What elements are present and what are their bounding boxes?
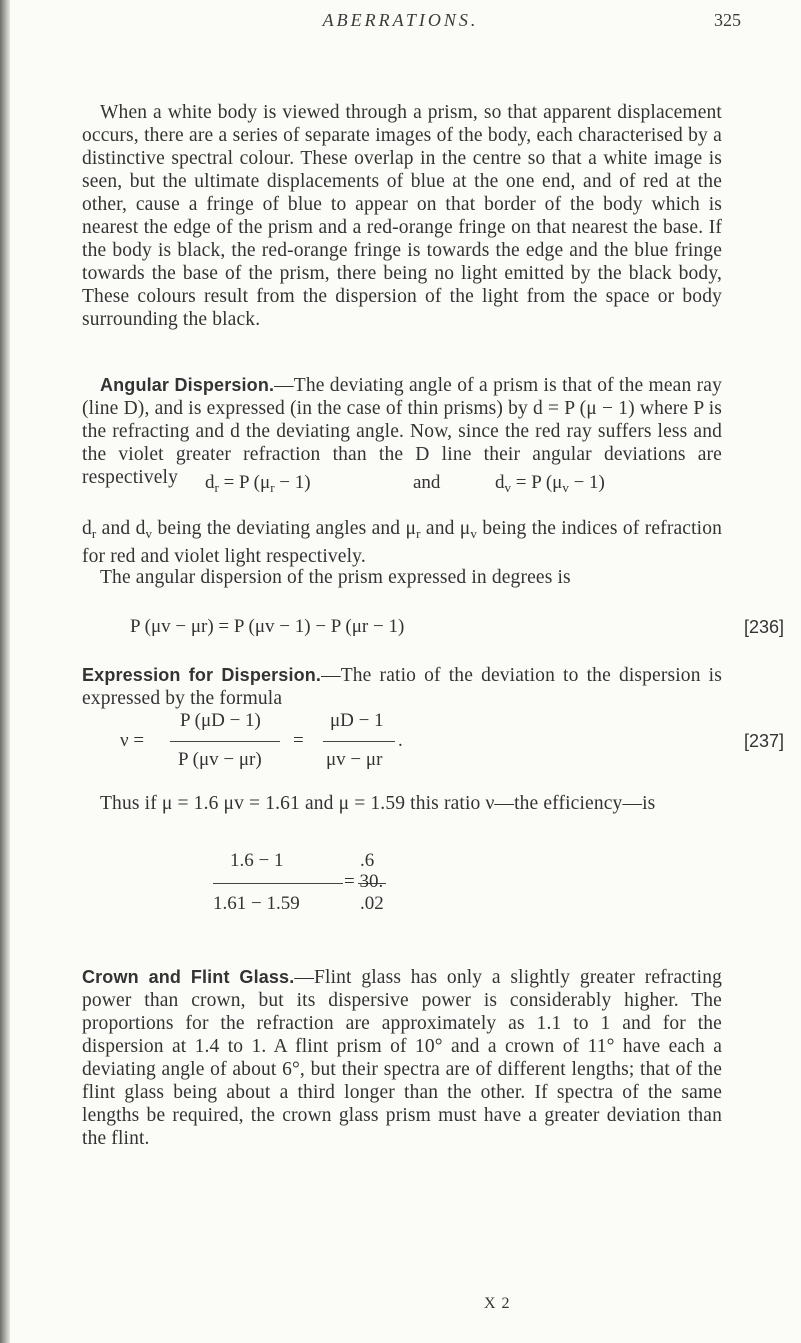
paragraph-angular-dispersion-degrees: The angular dispersion of the prism expressed in degrees is [100,567,571,588]
paragraph-expression-dispersion [82,664,722,710]
paragraph-crown-flint [82,966,722,1150]
heading-crown-flint: Crown and Flint Glass. [82,967,295,987]
equation-and: and [413,472,441,493]
equation-number-237: [237] [744,731,785,751]
page-number: 325 [714,10,741,30]
signature-mark: X 2 [484,1295,511,1312]
paragraph-efficiency: Thus if μ = 1.6 μv = 1.61 and μ = 1.59 this ratio ν—the efficiency—is [100,793,656,814]
equation-dr: $d_r = P$ $(\mu_r - 1)$ [205,472,311,495]
equation-number-236: [236] [744,617,785,637]
book-page: ABERRATIONS. 325 When a white body is viewed through a prism, so that apparent displacement occurs, there are a series of separate images of the body, each characterised by a distinctive spectral colour. These overlap in the centre so that a white image is seen, but the ultimate displacements of blue at the one end, and of red at the other, cause a fringe of blue to appear on that border of the body which is nearest the edge of the prism and a red-orange fringe on that nearest the base. If the body is black, the red-orange fringe is towards the edge and the blue fringe towards the base of the prism, there being no light emitted by the black body, These colours result from the dispersion of the light from the space or body surrounding the black. Angular Dispersion.—The deviating angle of a prism is that of the mean ray (line D), and is expressed (in the case of thin prisms) by d = P (μ − 1) where P is the refracting and d the deviating angle. Now, since the red ray suffers less and the violet greater refraction than the D line their angular deviations are respectively $d_r = P$ $(\mu_r - 1)$ and $d_v = P$ $(\mu_v - 1)$ $d_r$ and $d_v$ being the deviating angles and $\mu_r$ and $\mu_v$ being the indices of refraction for red and violet light respectively. The angular dispersion of the prism expressed in degrees is P (μv − μr) = P (μv − 1) − P (μr − 1) [236] Expression for Dispersion.—The ratio of the deviation to the dispersion is expressed by the formula ν = P (μD − 1) P (μv − μr) = μD − 1 μv − μr . [237] Thus if μ = 1.6 μv = 1.61 and μ = 1.59 this ratio ν—the efficiency—is 1.6 − 1 1.61 − 1.59 .6 .02 = 30. Crown and Flint Glass.—Flint glass has only a slightly greater refracting power than crown, but its dispersive power is considerably higher. The proportions for the refraction are approximately as 1.1 to 1 and for the dispersion at 1.4 to 1. A flint prism of 10° and a crown of 11° have each a deviating angle of about 6°, but their spectra are of different lengths; that of the flint glass being about a third longer than the other. If spectra of the same lengths be required, the crown glass prism must have a greater deviation than the flint. X 2 [0,0,801,1343]
expression-dispersion-text: —The ratio of the deviation to the dispersion is expressed by the formula [82,665,722,709]
paragraph-angular-dispersion [82,374,722,489]
angular-dispersion-text: —The deviating angle of a prism is that of the mean ray (line D), and is expressed (in the case of thin prisms) by d = P (μ − 1) where P is the refracting and d the deviating angle. Now, since the red ray suffers less and the violet greater refraction than the D line their angular deviations are respectively [82,375,722,488]
paragraph-white-body: When a white body is viewed through a prism, so that apparent displacement occurs, there are a series of separate images of the body, each characterised by a distinctive spectral colour. These overlap in the centre so that a white image is seen, but the ultimate displacements of blue at the one end, and of red at the other, cause a fringe of blue to appear on that border of the body which is nearest the edge of the prism and a red-orange fringe on that nearest the base. If the body is black, the red-orange fringe is towards the edge and the blue fringe towards the base of the prism, there being no light emitted by the black body, These colours result from the dispersion of the light from the space or body surrounding the black. [82,102,722,330]
crown-flint-text: —Flint glass has only a slightly greater refracting power than crown, but its dispersive power is considerably higher. The proportions for the refraction are approximately as 1.1 to 1 and for the dispersion at 1.4 to 1. A flint prism of 10° and a crown of 11° have each a deviating angle of about 6°, but their spectra are of different lengths; that of the flint glass being about a third longer than the other. If spectra of the same lengths be required, the crown glass prism must have a greater deviation than the flint. [82,967,722,1149]
heading-expression-dispersion: Expression for Dispersion. [82,665,322,685]
heading-angular-dispersion: Angular Dispersion. [100,375,275,395]
equation-236: P (μv − μr) = P (μv − 1) − P (μr − 1) [130,616,405,637]
paragraph-deviating-angles: $d_r$ and $d_v$ being the deviating angles and $\mu_r$ and $\mu_v$ being the indices of refraction for red and violet light respectively. [82,518,723,567]
running-head: ABERRATIONS. [322,10,479,30]
equation-dv: $d_v = P$ $(\mu_v - 1)$ [495,472,605,495]
